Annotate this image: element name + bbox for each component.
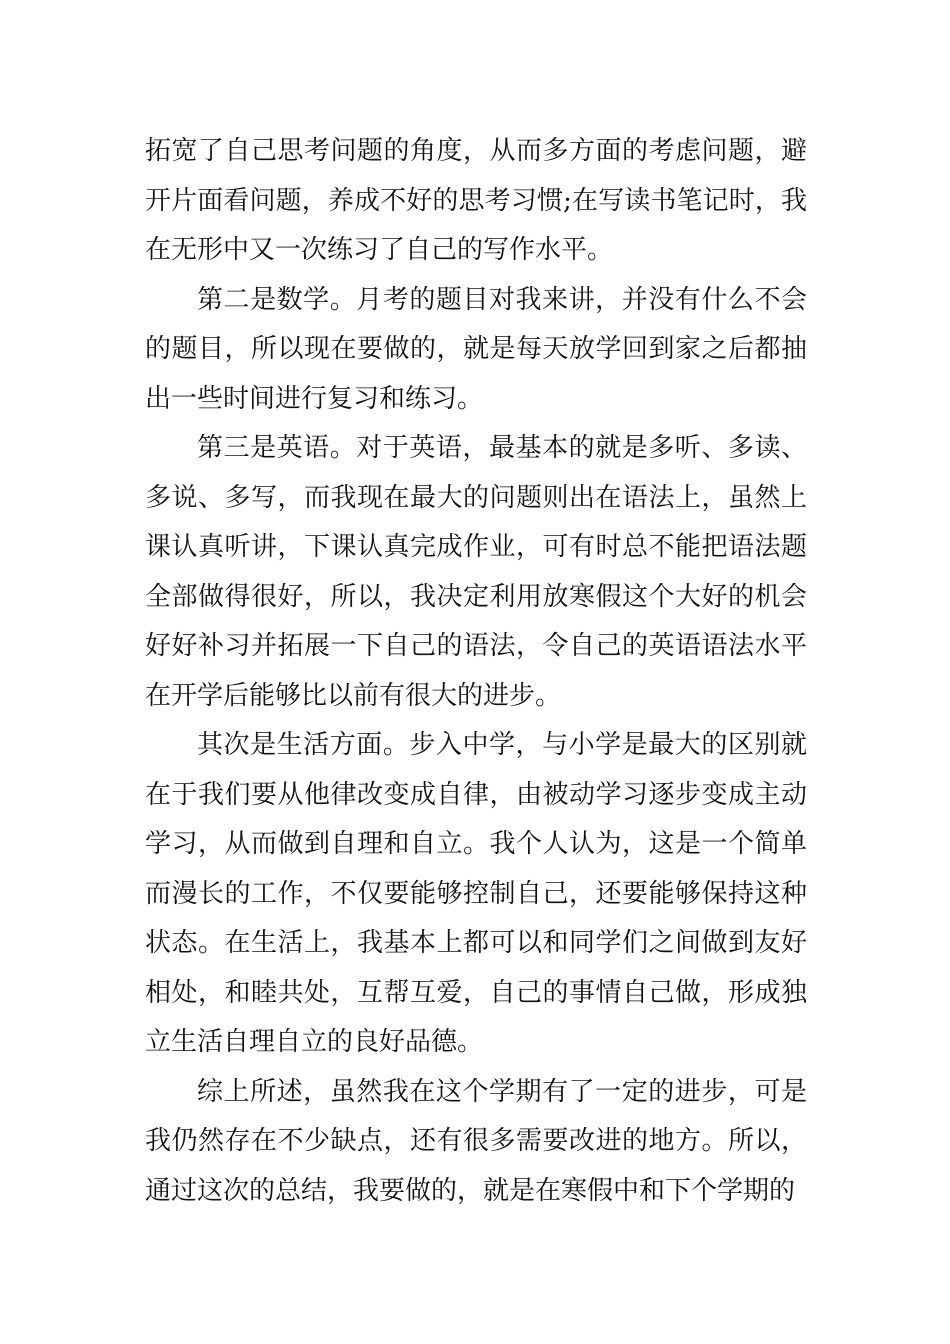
paragraph-english: 第三是英语。对于英语，最基本的就是多听、多读、多说、多写，而我现在最大的问题则出在语法上，虽然上课认真听讲，下课认真完成作业，可有时总不能把语法题全部做得很好，所以，我决定利用放寒假这个大好的机会好好补习并拓展一下自己的语法，令自己的英语语法水平在开学后能够比以前有很大的进步。 <box>145 433 807 711</box>
paragraph-math: 第二是数学。月考的题目对我来讲，并没有什么不会的题目，所以现在要做的，就是每天放学回到家之后都抽出一些时间进行复习和练习。 <box>145 284 807 414</box>
paragraph-summary: 综上所述，虽然我在这个学期有了一定的进步，可是我仍然存在不少缺点，还有很多需要改进的地方。所以，通过这次的总结，我要做的，就是在寒假中和下个学期的 <box>145 1076 807 1206</box>
paragraph-continuation: 拓宽了自己思考问题的角度，从而多方面的考虑问题，避开片面看问题，养成不好的思考习惯;在写读书笔记时，我在无形中又一次练习了自己的写作水平。 <box>145 136 807 265</box>
document-body <box>145 127 807 1216</box>
paragraph-life: 其次是生活方面。步入中学，与小学是最大的区别就在于我们要从他律改变成自律，由被动学习逐步变成主动学习，从而做到自理和自立。我个人认为，这是一个简单而漫长的工作，不仅要能够控制自己，还要能够保持这种状态。在生活上，我基本上都可以和同学们之间做到友好相处，和睦共处，互帮互爱，自己的事情自己做，形成独立生活自理自立的良好品德。 <box>145 730 807 1057</box>
